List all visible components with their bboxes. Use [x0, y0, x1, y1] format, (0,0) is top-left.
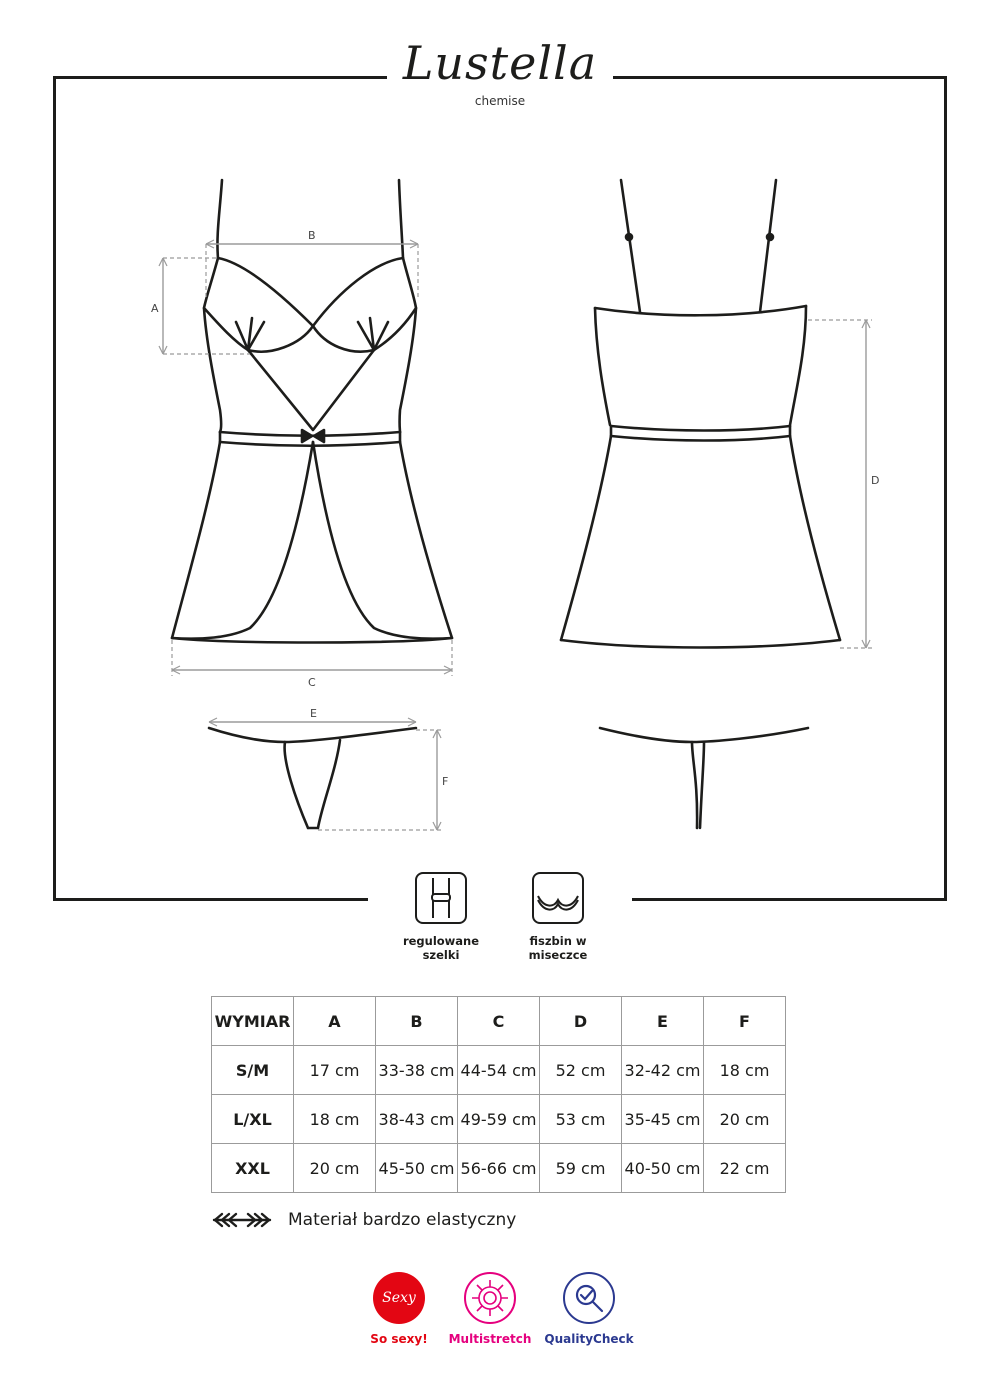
table-cell: 44-54 cm: [458, 1046, 540, 1095]
dimension-label-c: C: [308, 676, 316, 689]
table-header: C: [458, 997, 540, 1046]
front-chemise-drawing: [172, 180, 452, 643]
multistretch-icon: [464, 1272, 516, 1324]
dimension-label-f: F: [442, 775, 449, 788]
badge-label-multistretch: Multistretch: [448, 1332, 532, 1346]
table-cell: 49-59 cm: [458, 1095, 540, 1144]
table-cell: 17 cm: [294, 1046, 376, 1095]
feature-adjustable-straps: [386, 872, 496, 962]
feature-label-adjustable-straps: regulowane szelki: [402, 934, 480, 962]
sexy-icon-text: Sexy: [382, 1290, 416, 1306]
quality-check-icon: [563, 1272, 615, 1324]
brand-logo: Lustella: [402, 36, 598, 90]
table-row: [212, 1144, 786, 1193]
table-cell: 59 cm: [540, 1144, 622, 1193]
dimension-label-e: E: [310, 707, 317, 720]
table-cell: 18 cm: [294, 1095, 376, 1144]
size-table: [211, 996, 786, 1193]
table-cell: 22 cm: [704, 1144, 786, 1193]
table-header: A: [294, 997, 376, 1046]
elastic-note: [212, 1210, 516, 1230]
size-name: XXL: [212, 1144, 294, 1193]
badge-quality-check: [539, 1272, 639, 1346]
table-cell: 38-43 cm: [376, 1095, 458, 1144]
table-cell: 45-50 cm: [376, 1144, 458, 1193]
badge-sexy: [349, 1272, 449, 1346]
table-cell: 20 cm: [294, 1144, 376, 1193]
table-row: [212, 1095, 786, 1144]
table-cell: 53 cm: [540, 1095, 622, 1144]
table-header-row: [212, 997, 786, 1046]
back-chemise-drawing: [561, 180, 840, 648]
front-thong-drawing: [209, 728, 416, 828]
dimension-label-a: A: [151, 302, 159, 315]
adjustable-straps-icon: [415, 872, 467, 924]
back-thong-drawing: [600, 728, 808, 828]
size-name: L/XL: [212, 1095, 294, 1144]
feature-label-underwire: fiszbin w miseczce: [528, 934, 588, 962]
feature-underwire: [503, 872, 613, 962]
badge-multistretch: [440, 1272, 540, 1346]
sexy-icon: [373, 1272, 425, 1324]
dimension-label-d: D: [871, 474, 880, 487]
table-cell: 56-66 cm: [458, 1144, 540, 1193]
table-cell: 52 cm: [540, 1046, 622, 1095]
table-cell: 18 cm: [704, 1046, 786, 1095]
table-header: F: [704, 997, 786, 1046]
table-header: E: [622, 997, 704, 1046]
table-cell: 20 cm: [704, 1095, 786, 1144]
table-cell: 35-45 cm: [622, 1095, 704, 1144]
table-cell: 40-50 cm: [622, 1144, 704, 1193]
elastic-note-text: Materiał bardzo elastyczny: [288, 1210, 517, 1230]
table-row: [212, 1046, 786, 1095]
size-name: S/M: [212, 1046, 294, 1095]
table-header: WYMIAR: [212, 997, 294, 1046]
badge-label-quality-check: QualityCheck: [544, 1332, 634, 1346]
table-header: B: [376, 997, 458, 1046]
underwire-cup-icon: [532, 872, 584, 924]
table-cell: 33-38 cm: [376, 1046, 458, 1095]
product-type: chemise: [474, 94, 526, 108]
dimension-label-b: B: [308, 229, 316, 242]
stretch-arrows-icon: [212, 1212, 272, 1228]
table-cell: 32-42 cm: [622, 1046, 704, 1095]
badge-label-sexy: So sexy!: [370, 1332, 428, 1346]
table-header: D: [540, 997, 622, 1046]
